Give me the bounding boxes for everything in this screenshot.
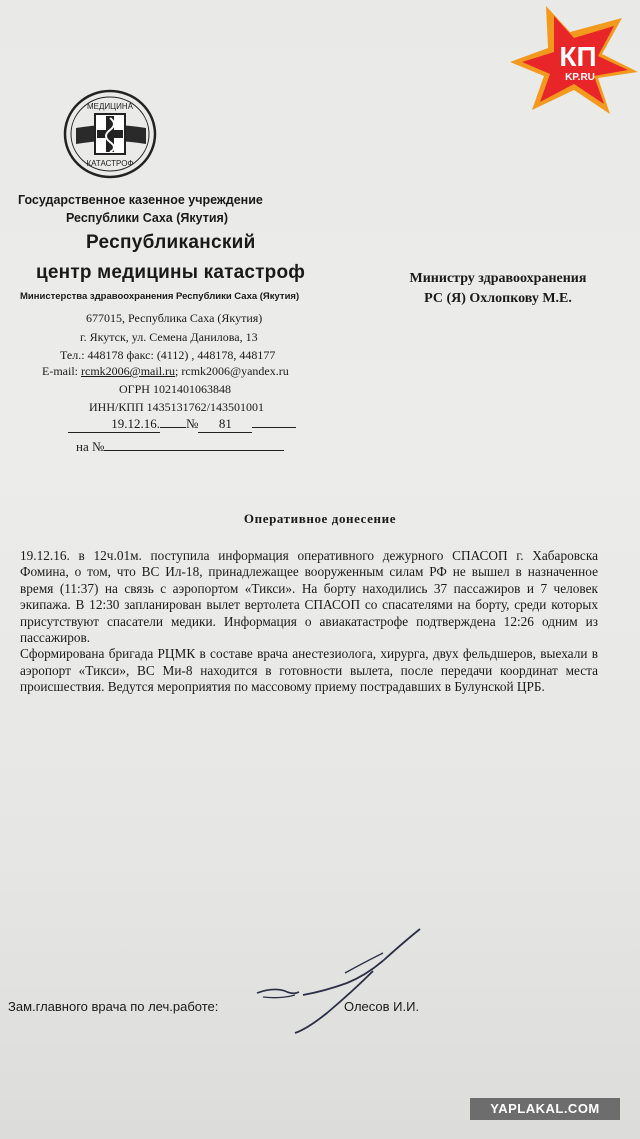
email-label: E-mail: xyxy=(42,364,81,378)
svg-text:МЕДИЦИНА: МЕДИЦИНА xyxy=(87,102,133,111)
medicine-catastrophes-logo-icon xyxy=(62,88,158,180)
signatory-name: Олесов И.И. xyxy=(344,999,420,1014)
num-sign: № xyxy=(186,416,199,431)
signature-position: Зам.главного врача по леч.работе: xyxy=(8,999,219,1014)
svg-text:KP.RU: KP.RU xyxy=(565,72,595,83)
email-line xyxy=(42,364,289,379)
reference-number xyxy=(76,438,284,455)
document-title: Оперативное донесение xyxy=(243,511,397,526)
kp-star-logo-icon xyxy=(510,6,638,116)
inn-kpp: ИНН/КПП 1435131762/143501001 xyxy=(89,400,265,414)
org-region: Республики Саха (Якутия) xyxy=(66,211,228,225)
handwritten-signature xyxy=(255,925,430,1040)
document-body xyxy=(20,548,598,696)
doc-number: 81 xyxy=(198,416,252,433)
recipient-line2: РС (Я) Охлопкову М.Е. xyxy=(424,291,572,306)
body-paragraph-1: 19.12.16. в 12ч.01м. поступила информация оперативного дежурного СПАСОП г. Хабаровска Фомина, о том, что ВС Ил-18, принадлежащее вооруженным силам РФ не вышел в назначенное время (11:37) на связь с аэропортом «Тикси». На борту находились 37 пассажиров и 7 человек экипажа. В 12:30 запланирован вылет вертолета СПАСОП со спасателями на борту, среди которых присутствуют спасатели медики. Информация о авиакатастрофе подтверждена 12:26 одним из пассажиров. xyxy=(20,548,598,646)
address-postal: 677015, Республика Саха (Якутия) xyxy=(86,311,263,325)
na-label: на № xyxy=(76,439,105,454)
watermark: YAPLAKAL.COM xyxy=(470,1098,620,1120)
org-name-line1: Республиканский xyxy=(86,232,256,253)
org-ministry: Министерства здравоохранения Республики Саха (Якутия) xyxy=(20,291,300,302)
org-type: Государственное казенное учреждение xyxy=(18,193,263,207)
email-link[interactable]: rcmk2006@mail.ru xyxy=(81,364,176,378)
svg-text:КАТАСТРОФ: КАТАСТРОФ xyxy=(86,159,134,168)
outgoing-number xyxy=(68,416,296,433)
svg-text:КП: КП xyxy=(559,41,597,72)
doc-date: 19.12.16. xyxy=(68,416,160,433)
email-secondary: ; rcmk2006@yandex.ru xyxy=(175,364,289,378)
body-paragraph-2: Сформирована бригада РЦМК в составе врача анестезиолога, хирурга, двух фельдшеров, выехали в аэропорт «Тикси», ВС Ми-8 находится в готовности вылета, после передачи координат места происшествия. Ведутся мероприятия по массовому приему пострадавших в Булунской ЦРБ. xyxy=(20,646,598,695)
phone-fax: Тел.: 448178 факс: (4112) , 448178, 448177 xyxy=(60,348,276,362)
ogrn: ОГРН 1021401063848 xyxy=(119,382,231,396)
address-street: г. Якутск, ул. Семена Данилова, 13 xyxy=(80,330,258,344)
recipient-block xyxy=(378,269,618,309)
org-name-line2: центр медицины катастроф xyxy=(36,262,306,283)
recipient-line1: Министру здравоохранения xyxy=(409,271,587,286)
